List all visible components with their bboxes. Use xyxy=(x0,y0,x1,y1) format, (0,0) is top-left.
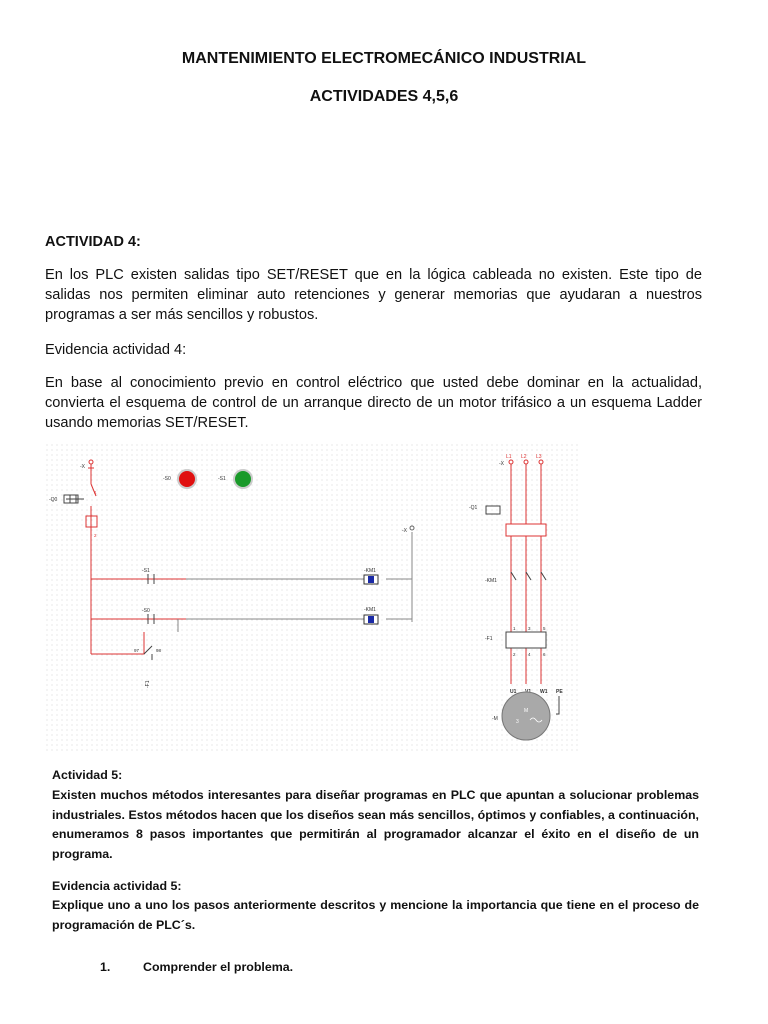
l2-label: L2 xyxy=(521,454,527,460)
actividad5-paragraph: Existen muchos métodos interesantes para diseñar programas en PLC que apuntan a solucionar problemas industriales. Estos métodos hacen que los diseños sean más sencillos, óptimos y confiables, a continuación, enumeramos 8 pasos importantes que permitirán al programador alcanzar el éxito en el diseño de un programa. xyxy=(52,788,699,861)
s0-contact-label: -S0 xyxy=(142,608,150,614)
motor-phase: 3 xyxy=(516,719,519,725)
s1-lamp-label: -S1 xyxy=(218,476,226,482)
km1-coil2-label: -KM1 xyxy=(364,607,376,613)
list-item xyxy=(100,960,293,974)
actividad4-paragraph: En los PLC existen salidas tipo SET/RESET que en la lógica cableada no existen. Este tipo de salidas nos permiten eliminar auto retenciones y generar memorias que ayudaran a nuestros programas a ser más sencillos y robustos. xyxy=(45,267,702,323)
q0-terminal-2: 2 xyxy=(94,533,97,538)
s0-pilot-lamp xyxy=(178,470,196,488)
q1-breaker xyxy=(506,524,546,536)
power-x-label: -X xyxy=(499,461,504,467)
step-number: 1. xyxy=(100,960,111,974)
l3-label: L3 xyxy=(536,454,542,460)
actividad4-instructions: En base al conocimiento previo en control eléctrico que usted debe dominar en la actualidad, convierta el esquema de control de un arranque directo de un motor trifásico a un esquema Ladder usando memorias SET/RESET. xyxy=(45,375,702,431)
grid-background xyxy=(46,444,578,754)
terminal-1: 1 xyxy=(513,626,516,631)
km1-coil-1 xyxy=(364,575,378,584)
motor-symbol xyxy=(502,692,550,740)
actividad5-evidence-text: Explique uno a uno los pasos anteriormente descritos y mencione la importancia que tiene en el proceso de programación de PLC´s. xyxy=(52,898,699,932)
terminal-3: 3 xyxy=(528,626,531,631)
u1-label: U1 xyxy=(510,689,517,695)
w1-label: W1 xyxy=(540,689,548,695)
terminal-5: 5 xyxy=(543,626,546,631)
l1-label: L1 xyxy=(506,454,512,460)
f1-overload-relay xyxy=(506,632,546,648)
f1-97: 97 xyxy=(134,648,140,653)
km1-contactor-label: -KM1 xyxy=(485,578,497,584)
f1-98: 98 xyxy=(156,648,162,653)
document-subtitle: ACTIVIDADES 4,5,6 xyxy=(309,88,459,105)
step-text: Comprender el problema. xyxy=(143,960,294,974)
fuse-x-label: -X xyxy=(80,464,85,470)
s1-pilot-lamp xyxy=(234,470,252,488)
q0-terminal-1: 1 xyxy=(94,490,97,495)
x-terminal-label: -X xyxy=(402,528,407,534)
pe-label: PE xyxy=(556,689,563,695)
electrical-schematic xyxy=(46,444,578,754)
q0-label: -Q0 xyxy=(49,497,58,503)
terminal-2: 2 xyxy=(513,652,516,657)
f1-contact-label: -F1 xyxy=(145,680,151,688)
km1-coil-label: -KM1 xyxy=(364,568,376,574)
actividad5-evidence-label: Evidencia actividad 5: xyxy=(52,879,182,893)
terminal-6: 6 xyxy=(543,652,546,657)
s1-contact-label: -S1 xyxy=(142,568,150,574)
motor-label: -M xyxy=(492,716,498,722)
actividad4-evidence-label: Evidencia actividad 4: xyxy=(45,342,187,358)
km1-coil-2 xyxy=(364,615,378,624)
f1-label: -F1 xyxy=(485,636,493,642)
terminal-4: 4 xyxy=(528,652,531,657)
actividad5-heading: Actividad 5: xyxy=(52,768,123,782)
actividad4-heading: ACTIVIDAD 4: xyxy=(45,234,141,250)
motor-text: M xyxy=(524,708,529,714)
s0-lamp-label: -S0 xyxy=(163,476,171,482)
q1-label: -Q1 xyxy=(469,505,478,511)
document-title: MANTENIMIENTO ELECTROMECÁNICO INDUSTRIAL xyxy=(181,50,587,67)
